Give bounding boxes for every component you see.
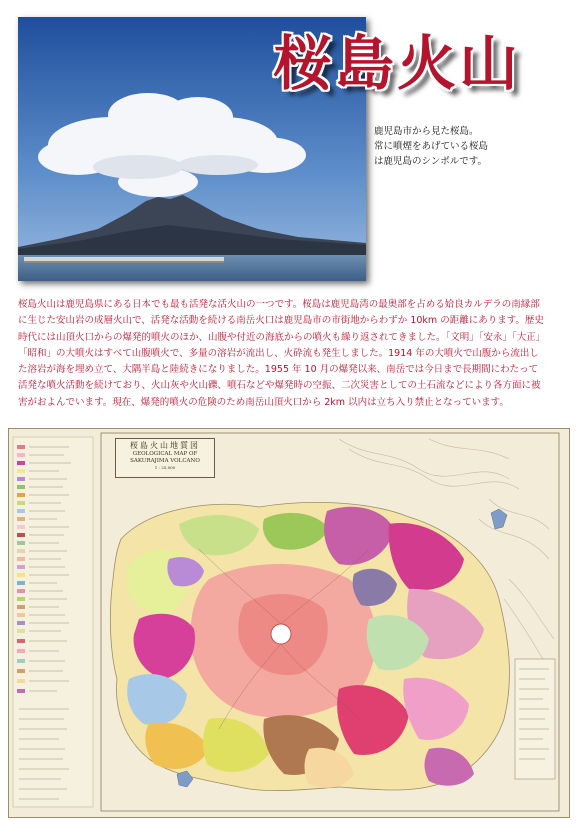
- map-drawing: [9, 429, 569, 817]
- page-title: 桜島火山: [273, 29, 522, 98]
- description-line: 桜島火山は鹿児島県にある日本でも最も活発な活火山の一つです。桜島は鹿児島湾の最奥部を占める姶良カルデラの南縁部: [18, 299, 540, 310]
- description-line: 活発な噴火活動を続けており、火山灰や火山礫、噴石などや爆発時の空振、二次災害としての土石流などにより各方面に被: [18, 380, 541, 392]
- description-line: 時代には山頂火口からの爆発的噴火のほか、山腹や付近の海底からの噴火も繰り返されてきました。「文明」「安永」「大正」: [18, 331, 546, 343]
- map-title-box: [115, 438, 215, 478]
- description-line: に生じた安山岩の成層火山で、活発な活動を続ける南岳火口は鹿児島市の市街地からわずか 10km の距離にあります。歴史: [18, 315, 544, 327]
- photo-caption: [374, 124, 574, 169]
- caption-line: は鹿児島のシンボルです。: [374, 156, 488, 167]
- map-title-en-2: SAKURAJIMA VOLCANO: [130, 458, 200, 464]
- map-scale: 1 : 25,000: [154, 465, 176, 470]
- geological-map: [8, 428, 570, 818]
- description-line: 「昭和」の大噴火はすべて山腹噴火で、多量の溶岩が流出し、火砕流も発生しました。1914 年の大噴火で山腹から流出し: [18, 347, 539, 359]
- caption-line: 鹿児島市から見た桜島。: [374, 126, 479, 137]
- description: [18, 297, 568, 411]
- map-legend: [13, 437, 93, 807]
- caption-line: 常に噴煙をあげている桜島: [374, 141, 489, 152]
- map-title-jp: 桜島火山地質図: [130, 441, 200, 450]
- description-line: た溶岩が海を埋め立て、大隅半島と陸続きになりました。1955 年 10 月の爆発以来、南岳では今日まで長期間にわたって: [18, 364, 539, 376]
- map-title-en-1: GEOLOGICAL MAP OF: [132, 451, 198, 457]
- description-line: 害がおよんでいます。現在、爆発的噴火の危険のため南岳山頂火口から 2km 以内は立ち入り禁止となっています。: [18, 396, 509, 408]
